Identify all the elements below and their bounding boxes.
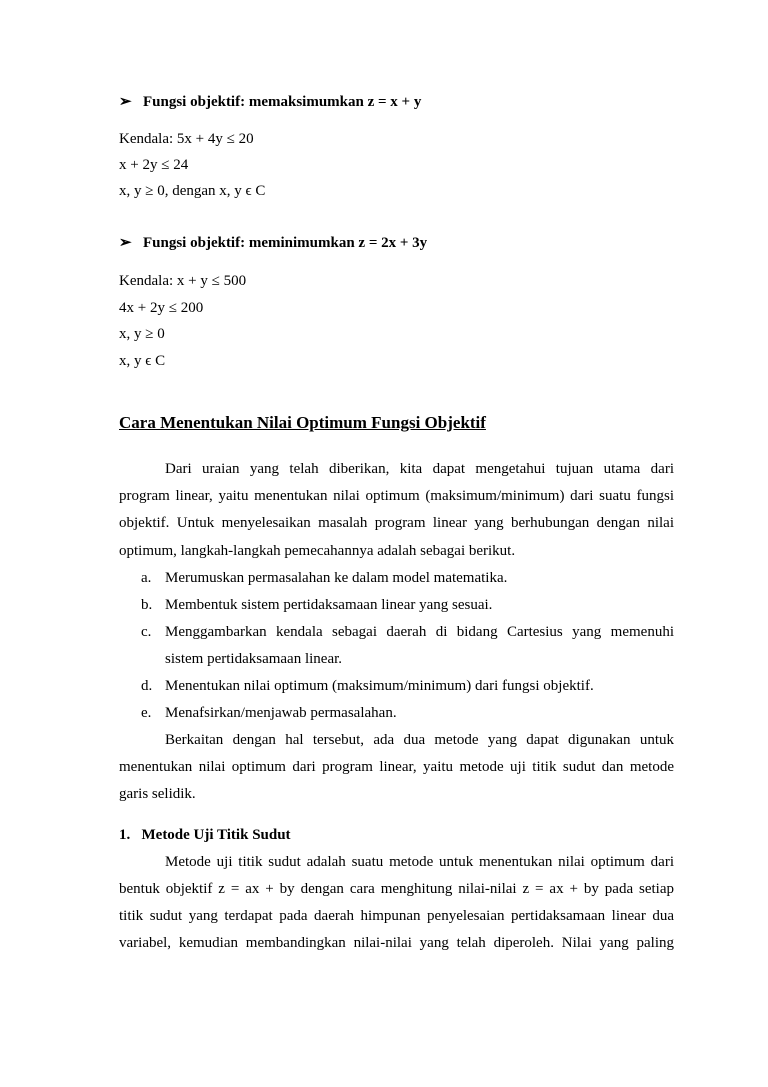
paragraph-line: optimum, langkah-langkah pemecahannya adalah sebagai berikut. [119, 543, 516, 559]
list-item: c. [141, 624, 152, 640]
paragraph-line: menentukan nilai optimum dari program linear, yaitu metode uji titik sudut dan metode [119, 759, 674, 775]
constraint-line: Kendala: x + y ≤ 500 [119, 273, 247, 289]
list-item: d. Menentukan nilai optimum (maksimum/minimum) dari fungsi objektif. [141, 678, 594, 694]
method-heading: 1. Metode Uji Titik Sudut [119, 827, 291, 843]
paragraph-line: bentuk objektif z = ax + by dengan cara menghitung nilai-nilai z = ax + by pada setiap [119, 881, 674, 897]
paragraph-line: Metode uji titik sudut adalah suatu metode untuk menentukan nilai optimum dari [165, 854, 674, 870]
paragraph-line: objektif. Untuk menyelesaikan masalah program linear yang berhubungan dengan nilai [119, 515, 674, 531]
arrow-bullet-icon: ➢ [119, 235, 132, 251]
objective-max-heading: ➢ Fungsi objektif: memaksimumkan z = x + y [119, 94, 422, 110]
objective-min-heading: ➢ Fungsi objektif: meminimumkan z = 2x + 3y [119, 235, 428, 251]
arrow-bullet-icon: ➢ [119, 94, 132, 110]
constraint-line: Kendala: 5x + 4y ≤ 20 [119, 131, 254, 147]
paragraph-line: Dari uraian yang telah diberikan, kita dapat mengetahui tujuan utama dari [165, 461, 674, 477]
paragraph-line: variabel, kemudian membandingkan nilai-nilai yang telah diperoleh. Nilai yang paling [119, 935, 674, 951]
list-item-text: sistem pertidaksamaan linear. [165, 651, 343, 667]
list-item: b. Membentuk sistem pertidaksamaan linear yang sesuai. [141, 597, 493, 613]
paragraph-line: garis selidik. [119, 786, 196, 802]
section-title: Cara Menentukan Nilai Optimum Fungsi Objektif [119, 413, 486, 432]
constraint-line: x + 2y ≤ 24 [119, 157, 189, 173]
list-item: e. Menafsirkan/menjawab permasalahan. [141, 705, 397, 721]
constraint-line: x, y ≥ 0 [119, 326, 165, 342]
list-item: a. Merumuskan permasalahan ke dalam model matematika. [141, 570, 508, 586]
paragraph-line: Berkaitan dengan hal tersebut, ada dua metode yang dapat digunakan untuk [165, 732, 674, 748]
paragraph-line: titik sudut yang terdapat pada daerah himpunan penyelesaian pertidaksamaan linear dua [119, 908, 674, 924]
list-item-text: Menggambarkan kendala sebagai daerah di bidang Cartesius yang memenuhi [165, 624, 674, 640]
constraint-line: 4x + 2y ≤ 200 [119, 300, 204, 316]
paragraph-line: program linear, yaitu menentukan nilai optimum (maksimum/minimum) dari suatu fungsi [119, 488, 674, 504]
constraint-line: x, y ≥ 0, dengan x, y ϵ C [119, 183, 266, 199]
constraint-line: x, y ϵ C [119, 353, 166, 369]
